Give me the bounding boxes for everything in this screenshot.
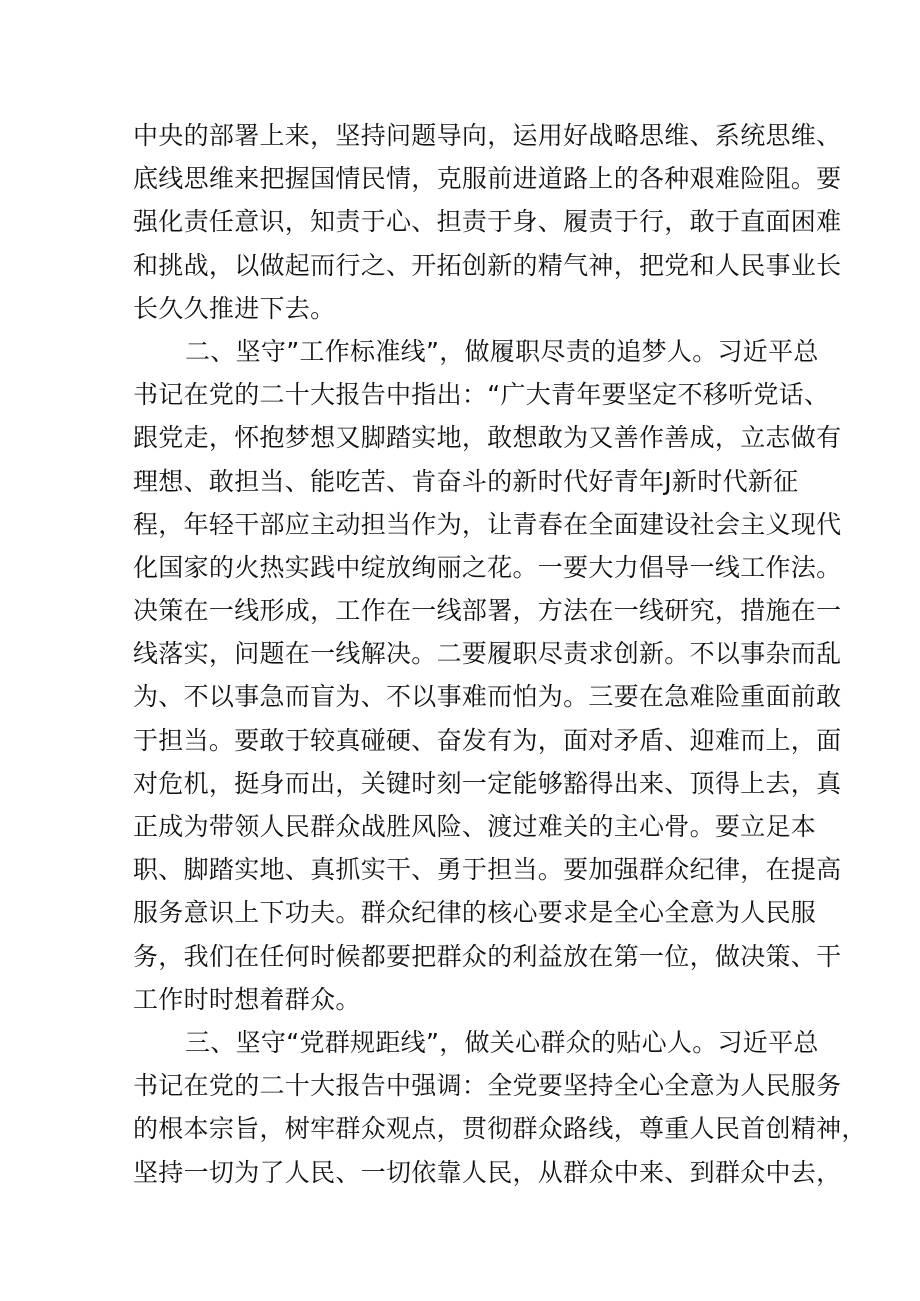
text-line: 正成为带领人民群众战胜风险、渡过难关的主心骨。要立足本 [133, 812, 817, 841]
text-line: 于担当。要敢于较真碰硬、奋发有为，面对矛盾、迎难而上，面 [133, 725, 842, 755]
text-line: 和挑战，以做起而行之、开拓创新的精气神，把党和人民事业长 [133, 250, 842, 280]
text-line: 程，年轻干部应主动担当作为，让青春在全面建设社会主义现代 [133, 509, 842, 539]
text-line: 跟党走，怀抱梦想又脚踏实地，敢想敢为又善作善成，立志做有 [133, 423, 842, 453]
text-line: 中央的部署上来，坚持问题导向，运用好战略思维、系统思维、 [133, 121, 842, 150]
text-line: 服务意识上下功夫。群众纪律的核心要求是全心全意为人民服 [133, 898, 817, 928]
paragraph-2 [133, 330, 842, 1021]
text-line: 长久久推进下去。 [133, 293, 336, 323]
text-line: 为、不以事急而盲为、不以事难而怕为。三要在急难险重面前敢 [133, 682, 842, 712]
text-line: 的根本宗旨，树牢群众观点，贯彻群众路线，尊重人民首创精神， [133, 1114, 867, 1144]
text-line: 强化责任意识，知责于心、担责于身、履责于行，敢于直面困难 [133, 207, 842, 237]
text-line: 坚持一切为了人民、一切依靠人民，从群众中来、到群众中去， [133, 1157, 842, 1187]
text-line: 对危机，挺身而出，关键时刻一定能够豁得出来、顶得上去，真 [133, 768, 842, 798]
paragraph-1 [133, 114, 842, 330]
text-line: 底线思维来把握国情民情，克服前进道路上的各种艰难险阻。要 [133, 164, 842, 194]
text-line: 职、脚踏实地、真抓实干、勇于担当。要加强群众纪律，在提高 [133, 855, 842, 885]
text-line: 线落实，问题在一线解决。二要履职尽责求创新。不以事杂而乱 [133, 639, 842, 669]
document-body [133, 114, 867, 1194]
text-line-first-indented: 三、坚守“党群规距线”，做关心群众的贴心人。习近平总 [185, 1027, 819, 1057]
text-line: 化国家的火热实践中绽放绚丽之花。一要大力倡导一线工作法。 [133, 552, 842, 582]
text-line: 理想、敢担当、能吃苦、肯奋斗的新时代好青年J新时代新征 [133, 466, 799, 496]
text-line: 书记在党的二十大报告中强调：全党要坚持全心全意为人民服务 [133, 1071, 842, 1101]
text-line-first-indented: 二、坚守”工作标准线”，做履职尽责的追梦人。习近平总 [185, 336, 819, 366]
paragraph-3 [133, 1021, 867, 1194]
text-line: 务，我们在任何时候都要把群众的利益放在第一位，做决策、干 [133, 941, 842, 971]
text-line: 决策在一线形成，工作在一线部署，方法在一线研究，措施在一 [133, 596, 842, 626]
text-line: 书记在党的二十大报告中指出：“广大青年要坚定不移听党话、 [133, 380, 830, 410]
text-line: 工作时时想着群众。 [133, 984, 361, 1014]
